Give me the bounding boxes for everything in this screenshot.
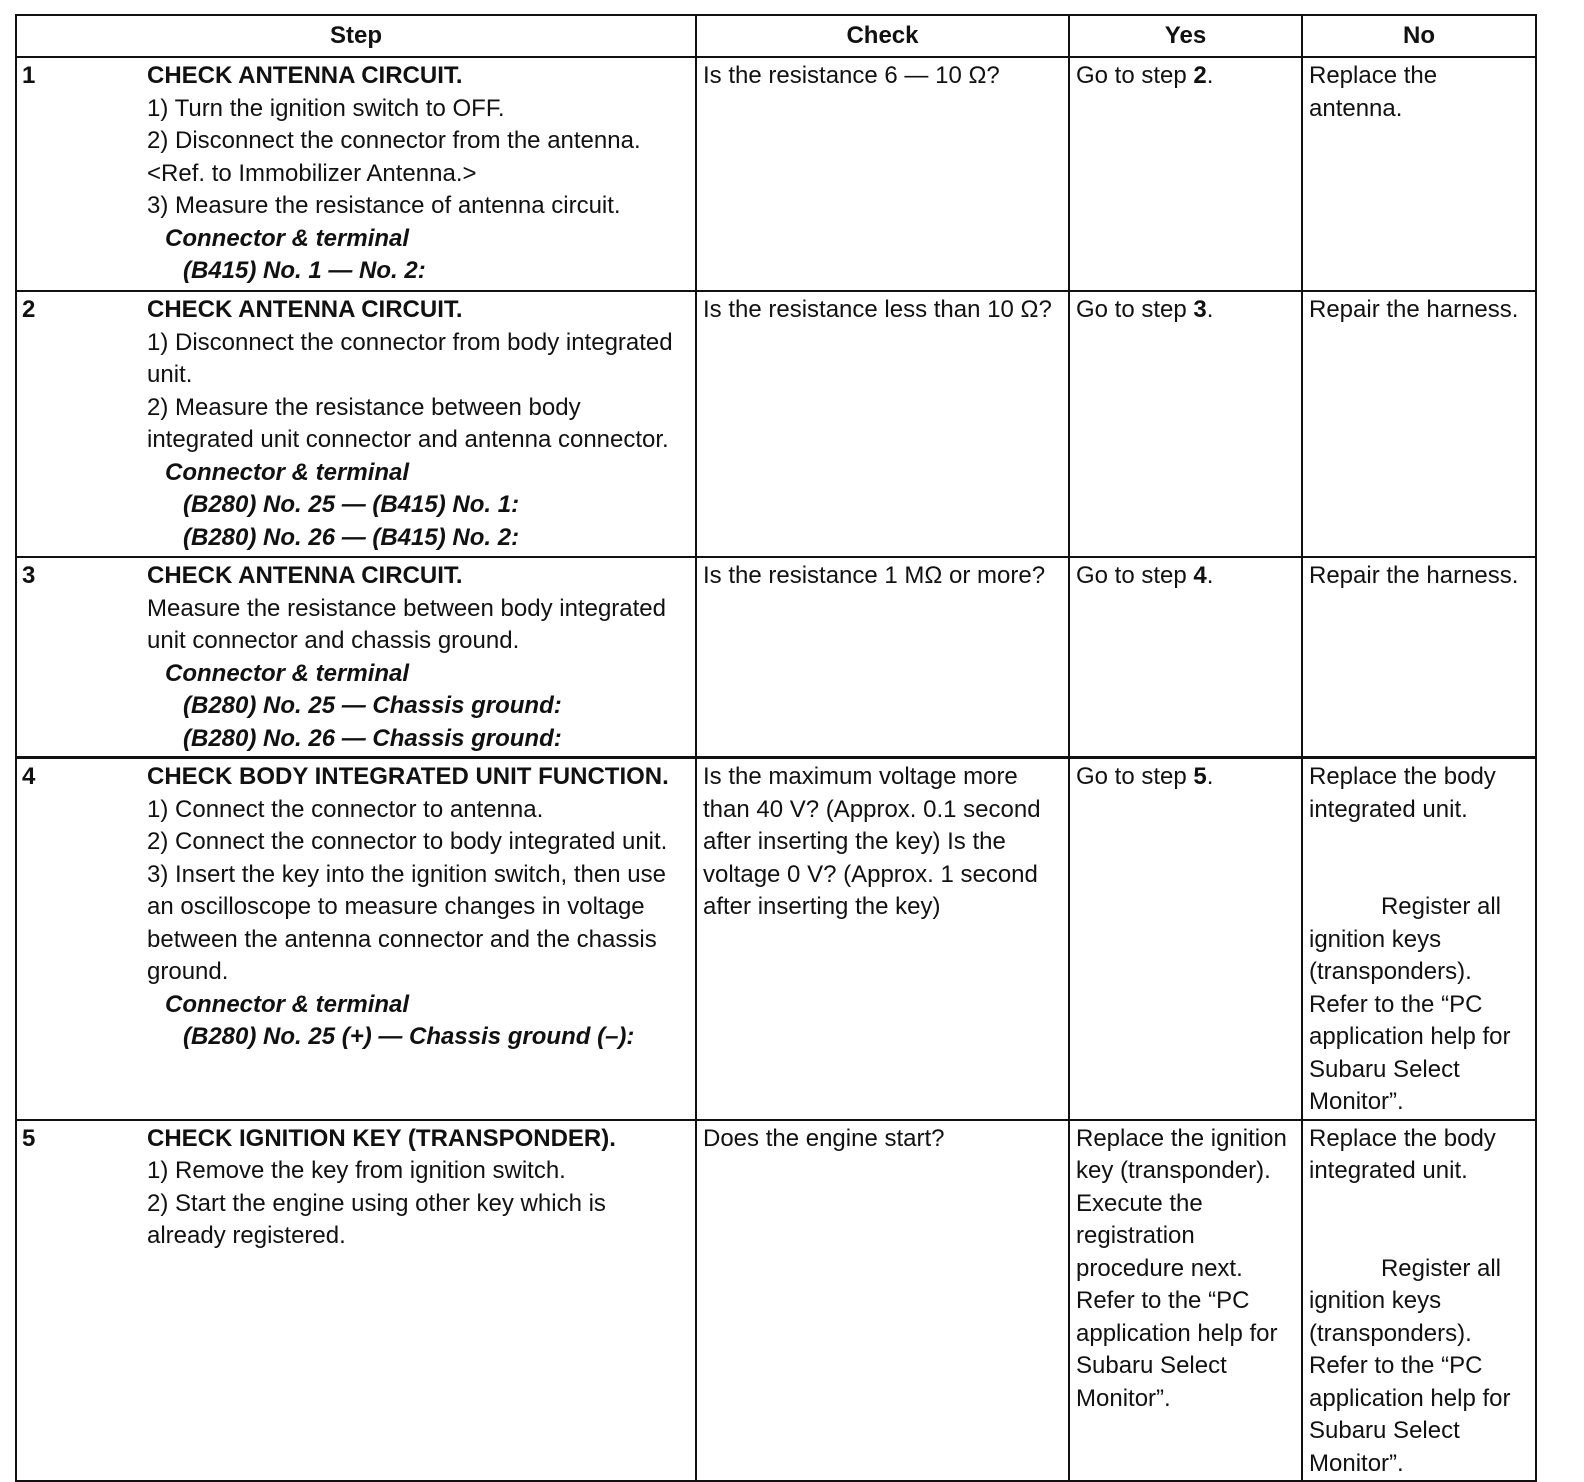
header-row: [16, 15, 1536, 57]
step-cell: [16, 557, 696, 758]
table-row: [16, 758, 1536, 1120]
yes-prefix: Go to step: [1076, 763, 1194, 790]
table-row: [16, 1120, 1536, 1482]
step-instruction: 2) Connect the connector to body integrated unit.: [147, 828, 668, 855]
table-row: [16, 57, 1536, 291]
step-number: 4: [22, 763, 36, 790]
connector-terminal-label: Connector & terminal: [165, 990, 410, 1018]
no-action: Replace the body integrated unit.: [1309, 763, 1496, 823]
terminal-spec: (B280) No. 26 — Chassis ground:: [183, 724, 562, 752]
yes-cell: [1069, 758, 1302, 1120]
yes-suffix: .: [1206, 763, 1214, 790]
step-instruction: 2) Start the engine using other key which is already registered.: [147, 1189, 606, 1249]
check-cell: Is the maximum voltage more than 40 V? (Approx. 0.1 second after inserting the key) Is the voltage 0 V? (Approx. 1 second after inserting the key): [696, 758, 1069, 1120]
terminal-spec: (B280) No. 25 — Chassis ground:: [183, 692, 562, 719]
step-title: CHECK ANTENNA CIRCUIT.: [147, 562, 463, 589]
yes-step-link[interactable]: 4: [1193, 562, 1207, 589]
step-cell: [16, 57, 696, 291]
yes-step-link[interactable]: 3: [1193, 296, 1207, 323]
yes-cell: Replace the ignition key (transponder). Execute the registration procedure next. Refer to the “PC application help for Subaru Select Monitor”.: [1069, 1120, 1302, 1482]
step-title: CHECK ANTENNA CIRCUIT.: [147, 296, 463, 323]
no-note-lead: Register all: [1380, 1254, 1501, 1282]
yes-suffix: .: [1206, 296, 1214, 323]
step-number: 1: [22, 62, 36, 89]
no-action: Replace the body integrated unit.: [1309, 1124, 1496, 1184]
no-note-lead: Register all: [1380, 893, 1501, 920]
header-step: Step: [16, 15, 696, 57]
no-note: ignition keys (transponders). Refer to the “PC application help for Subaru Select Monitor”.: [1309, 925, 1511, 1115]
step-number: 3: [22, 562, 36, 589]
step-title: CHECK BODY INTEGRATED UNIT FUNCTION.: [147, 763, 669, 790]
step-instruction: Measure the resistance between body integrated unit connector and chassis ground.: [147, 594, 666, 654]
step-number: 5: [22, 1124, 36, 1152]
check-cell: Is the resistance less than 10 Ω?: [696, 291, 1069, 557]
terminal-spec: (B280) No. 25 (+) — Chassis ground (–):: [183, 1023, 635, 1050]
no-cell: Replace the antenna.: [1302, 57, 1536, 291]
step-cell: [16, 758, 696, 1120]
step-title: CHECK IGNITION KEY (TRANSPONDER).: [147, 1124, 616, 1152]
yes-step-link[interactable]: 5: [1193, 763, 1207, 790]
terminal-spec: (B415) No. 1 — No. 2:: [183, 257, 426, 284]
step-cell: [16, 1120, 696, 1482]
header-check: Check: [696, 15, 1069, 57]
yes-prefix: Go to step: [1076, 562, 1194, 589]
table-row: [16, 291, 1536, 557]
yes-cell: [1069, 291, 1302, 557]
check-cell: Is the resistance 6 — 10 Ω?: [696, 57, 1069, 291]
yes-suffix: .: [1206, 62, 1214, 89]
terminal-spec: (B280) No. 25 — (B415) No. 1:: [183, 491, 520, 518]
step-cell: [16, 291, 696, 557]
connector-terminal-label: Connector & terminal: [165, 659, 410, 687]
check-cell: Is the resistance 1 MΩ or more?: [696, 557, 1069, 758]
no-cell: [1302, 758, 1536, 1120]
diagnostic-procedure-table: [15, 14, 1535, 1477]
no-cell: Repair the harness.: [1302, 557, 1536, 758]
step-instruction: 3) Measure the resistance of antenna circuit.: [147, 192, 621, 219]
yes-cell: [1069, 57, 1302, 291]
step-instruction: 1) Disconnect the connector from body integrated unit.: [147, 328, 673, 388]
terminal-spec: (B280) No. 26 — (B415) No. 2:: [183, 523, 520, 551]
yes-suffix: .: [1206, 562, 1214, 589]
step-instruction: 1) Remove the key from ignition switch.: [147, 1157, 566, 1184]
step-instruction: 2) Measure the resistance between body integrated unit connector and antenna connector.: [147, 393, 669, 453]
no-note: ignition keys (transponders). Refer to the “PC application help for Subaru Select Monitor”.: [1309, 1287, 1511, 1477]
connector-terminal-label: Connector & terminal: [165, 458, 410, 486]
header-no: No: [1302, 15, 1536, 57]
yes-prefix: Go to step: [1076, 296, 1194, 323]
step-instruction: <Ref. to Immobilizer Antenna.>: [147, 159, 477, 187]
table-row: [16, 557, 1536, 758]
connector-terminal-label: Connector & terminal: [165, 224, 410, 252]
no-cell: [1302, 1120, 1536, 1482]
no-cell: Repair the harness.: [1302, 291, 1536, 557]
header-yes: Yes: [1069, 15, 1302, 57]
step-number: 2: [22, 296, 36, 323]
yes-prefix: Go to step: [1076, 62, 1194, 89]
check-cell: Does the engine start?: [696, 1120, 1069, 1482]
step-instruction: 1) Turn the ignition switch to OFF.: [147, 94, 505, 122]
step-instruction: 1) Connect the connector to antenna.: [147, 795, 544, 823]
step-title: CHECK ANTENNA CIRCUIT.: [147, 62, 463, 89]
yes-cell: [1069, 557, 1302, 758]
step-instruction: 3) Insert the key into the ignition switch, then use an oscilloscope to measure changes in voltage between the antenna connector and the chassis ground.: [147, 860, 666, 985]
yes-step-link[interactable]: 2: [1193, 62, 1207, 89]
diagnostic-table: [15, 14, 1537, 1482]
step-instruction: 2) Disconnect the connector from the antenna.: [147, 127, 641, 154]
